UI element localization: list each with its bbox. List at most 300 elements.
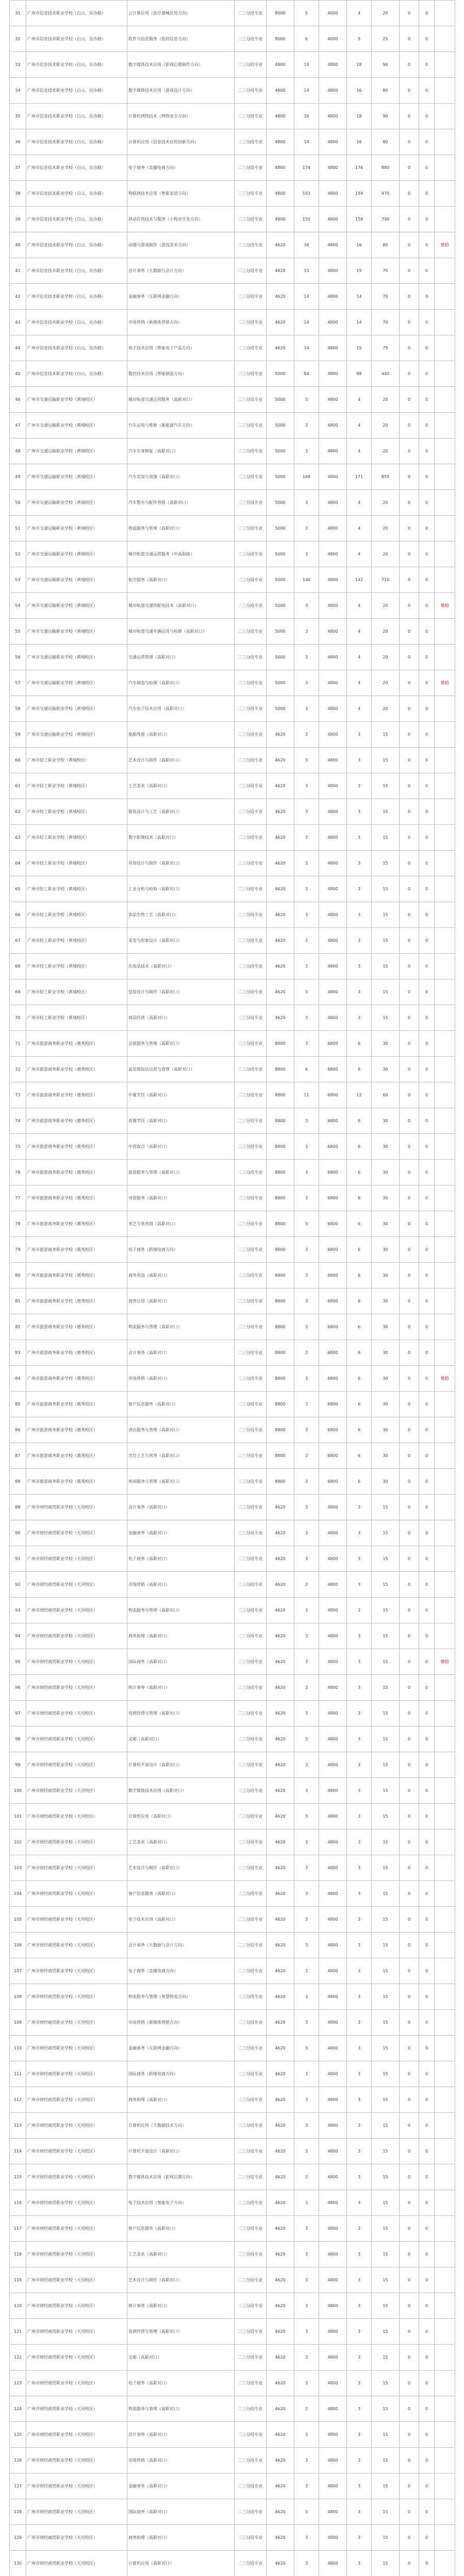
extra-cell: 0 [400,2190,419,2216]
plan-type: 二三分段专业 [235,1675,267,1701]
quota-cell: 3 [347,1675,372,1701]
count-cell: 3 [294,851,319,876]
extra2-cell: 0 [419,2164,435,2190]
quota-cell: 171 [347,464,372,490]
extra-cell: 0 [400,490,419,516]
note-cell: 增招 [435,593,455,619]
quota-cell: 3 [347,1623,372,1649]
extra2-cell: 0 [419,1392,435,1417]
quota-cell: 3 [347,2267,372,2293]
row-number: 123 [10,2370,26,2396]
count-cell: 174 [294,155,319,181]
plan-type: 二三分段专业 [235,1933,267,1958]
row-number: 103 [10,1855,26,1881]
plan-type: 二三分段专业 [235,799,267,825]
total-cell: 15 [372,825,400,851]
table-row [10,129,455,155]
count-cell: 3 [294,1469,319,1495]
school-name: 广州市财经商贸职业学校（天河校区） [26,2190,127,2216]
row-number: 60 [10,748,26,773]
quota-cell: 6 [347,1314,372,1340]
row-number: 111 [10,2061,26,2087]
table-row [10,1417,455,1443]
note-cell [435,2525,455,2551]
extra-cell: 0 [400,1701,419,1726]
extra-cell: 0 [400,1,419,26]
total-cell: 20 [372,1,400,26]
count-cell: 3 [294,2036,319,2061]
row-number: 83 [10,1340,26,1366]
fee-cell: 4800 [319,1649,347,1675]
school-name: 广州市信息技术职业学校（白云，民办路） [26,155,127,181]
fee-cell: 4800 [319,2164,347,2190]
extra2-cell: 0 [419,2010,435,2036]
quota-cell: 6 [347,1057,372,1082]
fee-cell: 4800 [319,232,347,258]
row-number: 119 [10,2267,26,2293]
school-name: 广州市轻工职业学校（黄埔校区） [26,851,127,876]
count-cell: 3 [294,1675,319,1701]
quota-cell: 4 [347,516,372,541]
quota-cell: 12 [347,1082,372,1108]
plan-type: 二三分段专业 [235,516,267,541]
fee-cell: 6800 [319,1366,347,1392]
extra-cell: 0 [400,2216,419,2242]
quota-cell: 4 [347,438,372,464]
tuition-cell: 4620 [267,1005,294,1031]
plan-type: 二三分段专业 [235,2422,267,2448]
school-name: 广州市信息技术职业学校（白云，民办路） [26,335,127,361]
row-number: 99 [10,1752,26,1778]
plan-type: 二三分段专业 [235,1546,267,1572]
tuition-cell: 5000 [267,464,294,490]
extra2-cell: 0 [419,1160,435,1185]
note-cell [435,1289,455,1314]
extra-cell: 0 [400,799,419,825]
total-cell: 15 [372,2242,400,2267]
quota-cell: 3 [347,825,372,851]
major-name: 动漫与游戏制作（游戏美术方向） [127,232,235,258]
tuition-cell: 8800 [267,1108,294,1134]
major-name: 汽车运用与维修（新能源汽车方向） [127,413,235,438]
major-name: 电子商务（跨境电商方向） [127,1237,235,1263]
extra2-cell: 0 [419,1752,435,1778]
note-cell [435,1804,455,1829]
fee-cell: 4800 [319,258,347,284]
note-cell [435,696,455,722]
total-cell: 75 [372,258,400,284]
fee-cell: 4800 [319,335,347,361]
row-number: 57 [10,670,26,696]
tuition-cell: 4620 [267,232,294,258]
tuition-cell: 5000 [267,567,294,593]
count-cell: 14 [294,310,319,335]
row-number: 89 [10,1495,26,1520]
count-cell: 15 [294,258,319,284]
extra2-cell: 0 [419,2396,435,2422]
school-name: 广州市信息技术职业学校（白云，民办路） [26,52,127,78]
major-name: 计算机应用（高职对口） [127,2551,235,2576]
extra2-cell: 0 [419,1005,435,1031]
extra2-cell: 0 [419,78,435,104]
plan-type: 二三分段专业 [235,104,267,129]
count-cell: 11 [294,1082,319,1108]
table-row [10,284,455,310]
table-row [10,722,455,748]
plan-type: 二三分段专业 [235,181,267,207]
fee-cell: 4800 [319,954,347,979]
major-name: 包装设计与制作（高职对口） [127,979,235,1005]
extra2-cell: 0 [419,1520,435,1546]
major-name: 金融事务（互联网金融方向） [127,2036,235,2061]
table-row [10,2087,455,2113]
quota-cell: 3 [347,2113,372,2139]
school-name: 广州市旅游商务职业学校（越秀校区） [26,1160,127,1185]
extra2-cell: 0 [419,1984,435,2010]
extra-cell: 0 [400,1237,419,1263]
row-number: 35 [10,104,26,129]
tuition-cell: 4620 [267,2319,294,2345]
major-name: 工业分析与检验（高职对口） [127,876,235,902]
extra2-cell: 0 [419,284,435,310]
note-cell [435,645,455,670]
major-name: 电子技术应用（高职对口） [127,1907,235,1933]
note-cell [435,2139,455,2164]
tuition-cell: 8800 [267,1082,294,1108]
quota-cell: 3 [347,2087,372,2113]
major-name: 国际商务（高职对口） [127,1649,235,1675]
fee-cell: 4800 [319,2525,347,2551]
row-number: 63 [10,825,26,851]
total-cell: 90 [372,104,400,129]
major-name: 移动应用技术与服务（小程序开发方向） [127,207,235,232]
plan-type: 二三分段专业 [235,490,267,516]
count-cell: 3 [294,413,319,438]
quota-cell: 6 [347,1263,372,1289]
total-cell: 15 [372,1778,400,1804]
extra2-cell: 0 [419,1263,435,1289]
note-cell [435,26,455,52]
fee-cell: 4800 [319,1778,347,1804]
quota-cell: 6 [347,1134,372,1160]
note-cell [435,2087,455,2113]
total-cell: 15 [372,1855,400,1881]
quota-cell: 3 [347,2473,372,2499]
total-cell: 15 [372,876,400,902]
school-name: 广州市财经商贸职业学校（天河校区） [26,2010,127,2036]
fee-cell: 4800 [319,1495,347,1520]
row-number: 97 [10,1701,26,1726]
fee-cell: 4800 [319,361,347,387]
school-name: 广州市财经商贸职业学校（天河校区） [26,1726,127,1752]
school-name: 广州市信息技术职业学校（白云，民办路） [26,26,127,52]
count-cell: 3 [294,2216,319,2242]
tuition-cell: 4620 [267,1907,294,1933]
table-row [10,1392,455,1417]
extra2-cell: 0 [419,26,435,52]
tuition-cell: 5000 [267,387,294,413]
extra2-cell: 0 [419,1469,435,1495]
plan-type: 二三分段专业 [235,2087,267,2113]
row-number: 130 [10,2551,26,2576]
extra-cell: 0 [400,387,419,413]
plan-type: 二三分段专业 [235,1005,267,1031]
school-name: 广州市旅游商务职业学校（越秀校区） [26,1340,127,1366]
extra-cell: 0 [400,516,419,541]
extra2-cell: 0 [419,825,435,851]
school-name: 广州市旅游商务职业学校（越秀校区） [26,1263,127,1289]
extra2-cell: 0 [419,1778,435,1804]
row-number: 37 [10,155,26,181]
tuition-cell: 4620 [267,748,294,773]
quota-cell: 3 [347,1520,372,1546]
school-name: 广州市财经商贸职业学校（天河校区） [26,2422,127,2448]
tuition-cell: 4620 [267,2036,294,2061]
table-row [10,1907,455,1933]
school-name: 广州市财经商贸职业学校（天河校区） [26,2525,127,2551]
table-row [10,1804,455,1829]
major-name: 连锁经营与管理（高职对口） [127,1701,235,1726]
plan-type: 二三分段专业 [235,1057,267,1082]
major-name: 汽车美容与装潢（高职对口） [127,464,235,490]
fee-cell: 4800 [319,1804,347,1829]
school-name: 广州市交通运输职业学校（黄埔校区） [26,722,127,748]
quota-cell: 4 [347,1,372,26]
extra2-cell: 0 [419,2345,435,2370]
count-cell: 3 [294,2113,319,2139]
fee-cell: 4000 [319,26,347,52]
row-number: 50 [10,490,26,516]
tuition-cell: 4620 [267,851,294,876]
extra-cell: 0 [400,1031,419,1057]
row-number: 33 [10,52,26,78]
row-number: 52 [10,541,26,567]
row-number: 39 [10,207,26,232]
plan-type: 二三分段专业 [235,1134,267,1160]
extra-cell: 0 [400,310,419,335]
tuition-cell: 4620 [267,2087,294,2113]
tuition-cell: 4620 [267,1726,294,1752]
quota-cell: 6 [347,1417,372,1443]
note-cell [435,2267,455,2293]
extra-cell: 0 [400,413,419,438]
total-cell: 15 [372,1907,400,1933]
extra2-cell: 0 [419,155,435,181]
extra2-cell: 0 [419,928,435,954]
tuition-cell: 4620 [267,1778,294,1804]
major-name: 艺术设计与制作（高职对口） [127,1855,235,1881]
school-name: 广州市信息技术职业学校（白云，民办路） [26,232,127,258]
tuition-cell: 4620 [267,2345,294,2370]
quota-cell: 3 [347,773,372,799]
fee-cell: 4800 [319,2190,347,2216]
table-row [10,979,455,1005]
major-name: 市场营销（高职对口） [127,1572,235,1598]
row-number: 104 [10,1881,26,1907]
plan-type: 二三分段专业 [235,567,267,593]
total-cell: 15 [372,748,400,773]
extra-cell: 0 [400,979,419,1005]
major-name: 休闲服务与管理（高职对口） [127,1469,235,1495]
tuition-cell: 8800 [267,1443,294,1469]
count-cell: 6 [294,26,319,52]
quota-cell: 3 [347,748,372,773]
fee-cell: 4800 [319,78,347,104]
extra-cell: 0 [400,232,419,258]
row-number: 117 [10,2216,26,2242]
major-name: 统计事务（高职对口） [127,1675,235,1701]
tuition-cell: 4620 [267,1546,294,1572]
major-name: 工艺美术（高职对口） [127,773,235,799]
fee-cell: 4800 [319,1623,347,1649]
tuition-cell: 4620 [267,335,294,361]
quota-cell: 3 [347,2010,372,2036]
tuition-cell: 8800 [267,1289,294,1314]
tuition-cell: 5000 [267,361,294,387]
count-cell: 3 [294,1443,319,1469]
note-cell [435,1005,455,1031]
quota-cell: 3 [347,1778,372,1804]
extra-cell: 0 [400,1340,419,1366]
extra2-cell: 0 [419,2370,435,2396]
note-cell [435,2164,455,2190]
school-name: 广州市交通运输职业学校（黄埔校区） [26,696,127,722]
row-number: 105 [10,1907,26,1933]
plan-type: 二三分段专业 [235,1778,267,1804]
major-name: 计算机应用（高职对口） [127,1804,235,1829]
row-number: 100 [10,1778,26,1804]
tuition-cell: 4620 [267,1829,294,1855]
extra-cell: 0 [400,258,419,284]
extra2-cell: 0 [419,2061,435,2087]
count-cell: 3 [294,2087,319,2113]
count-cell: 3 [294,1005,319,1031]
extra-cell: 0 [400,1726,419,1752]
extra2-cell: 0 [419,361,435,387]
count-cell: 3 [294,1160,319,1185]
table-row [10,1263,455,1289]
extra-cell: 0 [400,619,419,645]
plan-type: 二三分段专业 [235,52,267,78]
tuition-cell: 4620 [267,1804,294,1829]
extra-cell: 0 [400,52,419,78]
major-name: 商务英语（高职对口） [127,1263,235,1289]
extra-cell: 0 [400,1005,419,1031]
school-name: 广州市财经商贸职业学校（天河校区） [26,1881,127,1907]
total-cell: 20 [372,516,400,541]
count-cell: 3 [294,1649,319,1675]
count-cell: 3 [294,2164,319,2190]
major-name: 工艺美术（高职对口） [127,2242,235,2267]
count-cell: 3 [294,1881,319,1907]
count-cell: 140 [294,567,319,593]
quota-cell: 3 [347,1829,372,1855]
count-cell: 3 [294,1907,319,1933]
table-row [10,2139,455,2164]
school-name: 广州市财经商贸职业学校（天河校区） [26,1829,127,1855]
school-name: 广州市财经商贸职业学校（天河校区） [26,1623,127,1649]
table-row [10,207,455,232]
row-number: 84 [10,1366,26,1392]
row-number: 107 [10,1958,26,1984]
tuition-cell: 4620 [267,1675,294,1701]
quota-cell: 3 [347,2345,372,2370]
quota-cell: 6 [347,1340,372,1366]
fee-cell: 4800 [319,2448,347,2473]
extra-cell: 0 [400,851,419,876]
note-cell [435,851,455,876]
major-name: 中餐烹饪（高职对口） [127,1082,235,1108]
school-name: 广州市财经商贸职业学校（天河校区） [26,2473,127,2499]
extra-cell: 0 [400,2319,419,2345]
school-name: 广州市财经商贸职业学校（天河校区） [26,2087,127,2113]
total-cell: 15 [372,2139,400,2164]
extra-cell: 0 [400,2164,419,2190]
count-cell: 3 [294,2242,319,2267]
total-cell: 20 [372,645,400,670]
count-cell: 3 [294,1958,319,1984]
quota-cell: 3 [347,1572,372,1598]
fee-cell: 6800 [319,1160,347,1185]
extra-cell: 0 [400,2499,419,2525]
quota-cell: 6 [347,1211,372,1237]
extra2-cell: 0 [419,2087,435,2113]
row-number: 44 [10,335,26,361]
row-number: 109 [10,2010,26,2036]
count-cell: 3 [294,928,319,954]
plan-type: 二三分段专业 [235,2525,267,2551]
plan-type: 二三分段专业 [235,2499,267,2525]
fee-cell: 4800 [319,2551,347,2576]
table-row [10,2422,455,2448]
count-cell: 3 [294,1829,319,1855]
quota-cell: 3 [347,902,372,928]
fee-cell: 4800 [319,516,347,541]
extra2-cell: 0 [419,2190,435,2216]
extra2-cell: 0 [419,464,435,490]
extra-cell: 0 [400,825,419,851]
table-row [10,670,455,696]
total-cell: 20 [372,619,400,645]
fee-cell: 6800 [319,1417,347,1443]
note-cell [435,928,455,954]
fee-cell: 4800 [319,619,347,645]
note-cell [435,876,455,902]
row-number: 93 [10,1598,26,1623]
total-cell: 15 [372,722,400,748]
total-cell: 70 [372,284,400,310]
quota-cell: 4 [347,619,372,645]
quota-cell: 16 [347,78,372,104]
quota-cell: 15 [347,258,372,284]
table-row [10,387,455,413]
note-cell [435,361,455,387]
fee-cell: 4800 [319,1855,347,1881]
plan-type: 二三分段专业 [235,1392,267,1417]
note-cell [435,1417,455,1443]
extra2-cell: 0 [419,670,435,696]
extra-cell: 0 [400,1263,419,1289]
tuition-cell: 5000 [267,670,294,696]
school-name: 广州市财经商贸职业学校（天河校区） [26,1520,127,1546]
table-row [10,1289,455,1314]
school-name: 广州市财经商贸职业学校（天河校区） [26,1933,127,1958]
fee-cell: 4800 [319,1907,347,1933]
note-cell [435,1623,455,1649]
quota-cell: 4 [347,645,372,670]
count-cell: 3 [294,1237,319,1263]
tuition-cell: 4620 [267,2267,294,2293]
